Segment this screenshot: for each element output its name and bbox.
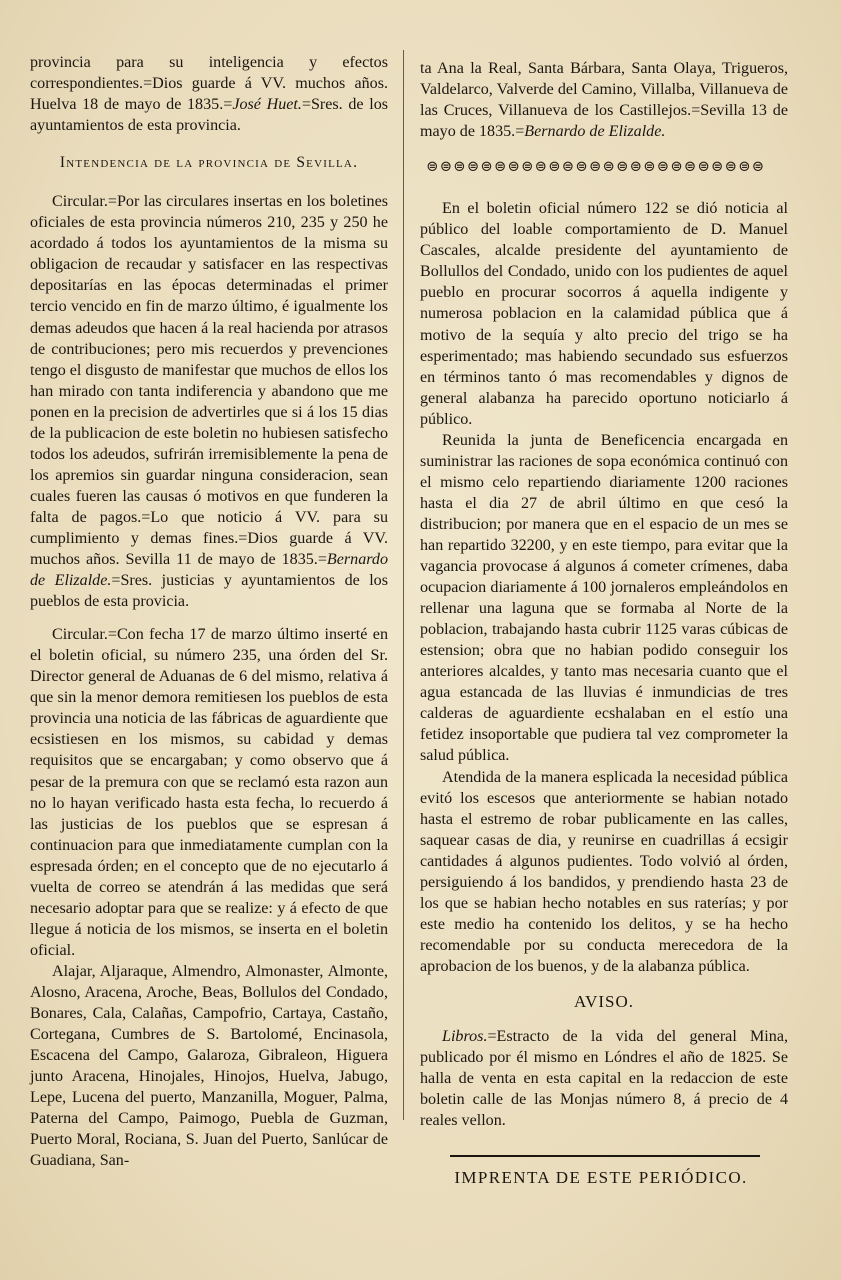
left-p2-tail: =Sres. justicias y ayuntamientos de los pueblos de esta provicia.	[30, 572, 388, 611]
column-divider	[403, 50, 404, 1120]
aviso-lead: Libros.	[442, 1028, 488, 1046]
aviso-text: =Estracto de la vida del general Mina, publicado por él mismo en Lóndres el año de 1825. Se halla de venta en esta capital en la redaccion de este boletin calle de las Monjas número 8, á precio de 4 reales vellon.	[420, 1028, 788, 1130]
ornamental-rule: ⊜⊜⊜⊜⊜⊜⊜⊜⊜⊜⊜⊜⊜⊜⊜⊜⊜⊜⊜⊜⊜⊜⊜⊜⊜	[426, 159, 766, 176]
right-column	[420, 58, 788, 1188]
right-paragraph-3: Reunida la junta de Beneficencia encargada en suministrar las raciones de sopa económica continuó con el mismo celo repartiendo diariamente 1200 raciones hasta el dia 27 de abril último en que cesó la distribucion; por manera que en el espacio de un mes se han repartido 32200, y en este tiempo, para evitar que la vagancia provocase á algunos á cometer crímenes, daba ocupacion diariamente á 100 jornaleros empleándolos en rellenar una laguna que se formaba al Norte de la poblacion, trabajando hasta cubrir 1125 varas cúbicas de estension; obra que no habian podido conseguir los anteriores alcaldes, y tanto mas necesaria cuanto que el agua estancada de las lluvias é inmundicias de tres calderas de aguardiente ecshalaban en el estío una fetidez insoportable que pudiera tal vez comprometer la salud pública.	[420, 431, 788, 765]
right-paragraph-4: Atendida de la manera esplicada la necesidad pública evitó los escesos que anteriormente se habian notado hasta el estremo de robar publicamente en las calles, saquear casas de dia, y reunirse en cuadrillas á ecsigir cantidades á algunos pudientes. Todo volvió al órden, persiguiendo á los bandidos, y prendiendo hasta 23 de los que se habian hecho notables en sus raterías; y por este medio ha contenido los delitos, y se ha hecho recomendable por su conducta merecedora de la aprobacion de los buenos, y de la alabanza pública.	[420, 768, 788, 975]
right-paragraph-2: En el boletin oficial número 122 se dió noticia al público del loable comportamiento de D. Manuel Cascales, alcalde presidente del ayuntamiento de Bollullos del Condado, unido con los pudientes de aquel pueblo en procurar socorros á aquella indigente y numerosa poblacion en la calamidad pública que á motivo de la sequía y alto precio del trigo se ha esperimentado; mas habiendo secundado sus esfuerzos en términos tanto ó mas recomendables y dignos de general alabanza ha parecido oportuno noticiarlo á público.	[420, 200, 788, 428]
right-paragraph-1	[420, 58, 788, 142]
imprenta-rule	[450, 1155, 760, 1157]
left-column	[30, 52, 388, 1171]
signature-elizalde-1: Bernardo de Elizalde.	[30, 551, 388, 590]
left-paragraph-4: Alajar, Aljaraque, Almendro, Almonaster, Almonte, Alosno, Aracena, Aroche, Beas, Bollulos del Condado, Bonares, Cala, Calañas, Campofrio, Cartaya, Castaño, Cortegana, Cumbres de S. Bartolomé, Encinasola, Escacena del Campo, Galaroza, Gibraleon, Higuera junto Aracena, Hinojales, Hinojos, Huelva, Jabugo, Lepe, Lucena del puerto, Manzanilla, Moguer, Palma, Paterna del Campo, Paimogo, Puebla de Guzman, Puerto Moral, Rociana, S. Juan del Puerto, Sanlúcar de Guadiana, San-	[30, 962, 388, 1170]
aviso-heading: AVISO.	[573, 991, 634, 1011]
section-heading-intendencia: Intendencia de la provincia de Sevilla.	[59, 154, 359, 172]
left-p1-text: provincia para su inteligencia y efectos correspondientes.=Dios guarde á VV. muchos años. Huelva 18 de mayo de 1835.=	[30, 54, 388, 114]
aviso-paragraph	[420, 1026, 788, 1131]
signature-huet: José Huet.	[232, 96, 302, 114]
left-p2-text: Circular.=Por las circulares insertas en los boletines oficiales de esta provincia números 210, 235 y 250 he acordado á todos los ayuntamientos de la misma su obligacion de recaudar y satisfacer en las respectivas depositarías en las épocas determinadas el primer tercio vencido en fin de marzo último, é igualmente los demas adeudos que hacen á la real hacienda por atrasos de contribuciones; pero mis recuerdos y prevenciones tengo el disgusto de manifestar que muchos de ellos los han mirado con tanta indiferencia y abandono que me ponen en la precision de advertirles que si á los 15 dias de la publicacion de este boletin no hubiesen satisfecho todos los adeudos, sufrirán irremisiblemente la pena de los apremios sin guardar ninguna consideracion, sean cuales fueren las causas ó motivos en que funderen la falta de pagos.=Lo que noticio á VV. para su cumplimiento y demas fines.=Dios guarde á VV. muchos años. Sevilla 11 de mayo de 1835.=	[30, 193, 389, 569]
left-paragraph-1	[30, 52, 388, 136]
right-p1-text: ta Ana la Real, Santa Bárbara, Santa Olaya, Trigueros, Valdelarco, Valverde del Camino, Villalba, Villanueva de las Cruces, Villanueva de los Castillejos.=Sevilla 13 de mayo de 1835.=	[420, 60, 788, 141]
signature-elizalde-2: Bernardo de Elizalde.	[524, 123, 666, 141]
left-paragraph-2	[30, 191, 388, 612]
left-p1-tail: =Sres. de los ayuntamientos de esta provincia.	[30, 96, 389, 135]
imprenta-line: IMPRENTA DE ESTE PERIÓDICO.	[454, 1168, 748, 1188]
left-paragraph-3: Circular.=Con fecha 17 de marzo último inserté en el boletin oficial, su número 235, una órden del Sr. Director general de Aduanas de 6 del mismo, relativa á que sin la menor demora remitiesen los pueblos de esta provincia una noticia de las fábricas de aguardiente que ecsistiesen en los mismos, su cabidad y demas requisitos que se encargaban; y como observo que á pesar de la premura con que se reclamó esta razon aun no lo hayan verificado hasta esta fecha, lo recuerdo á las justicias de los pueblos que se espresan á continuacion para que inmediatamente cumplan con la espresada órden; en el concepto que de no ejecutarlo á vuelta de correo se atendrán á las medidas que será necesario adoptar para que se realize: y á efecto de que llegue á noticia de los mismos, se inserta en el boletin oficial.	[30, 626, 388, 959]
